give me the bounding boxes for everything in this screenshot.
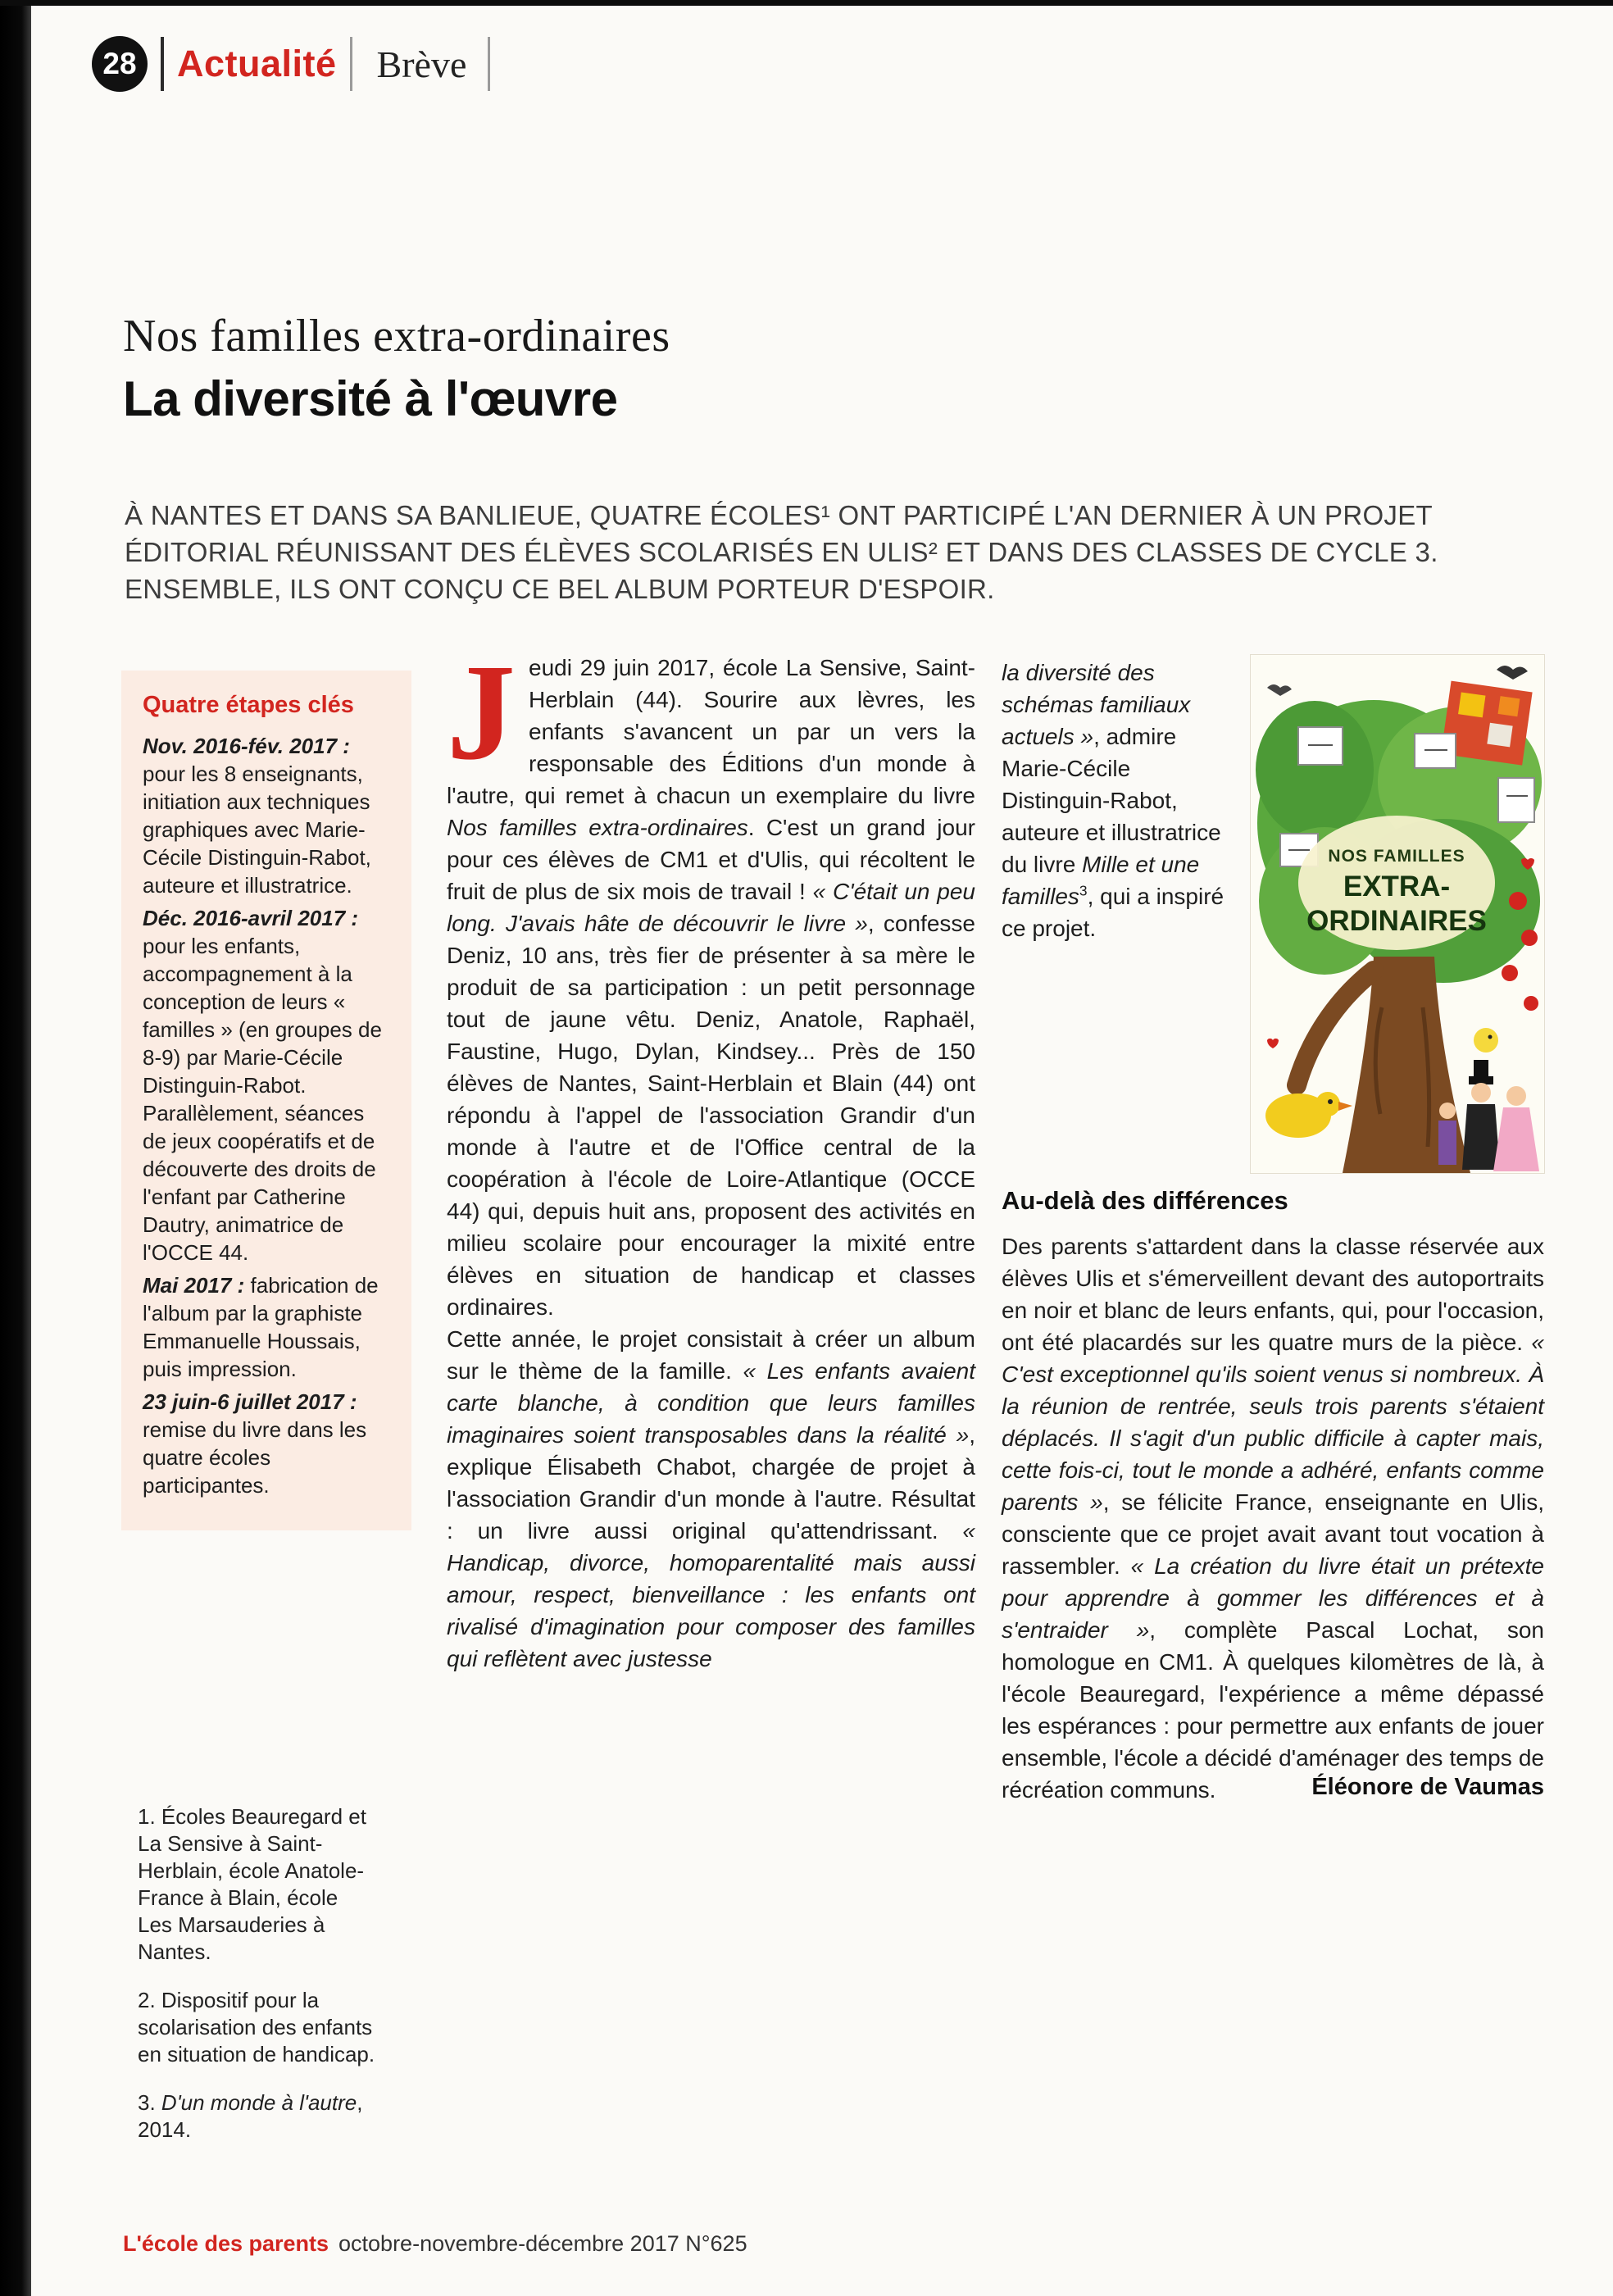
magazine-name: L'école des parents <box>123 2231 329 2256</box>
scan-edge-left <box>0 0 31 2296</box>
header-divider <box>488 37 490 91</box>
title-block <box>123 310 670 427</box>
scan-edge-top <box>0 0 1613 6</box>
cover-title-line1: NOS FAMILLES <box>1328 847 1465 866</box>
body-paragraph <box>447 636 975 1323</box>
paragraph-text: eudi 29 juin 2017, école La Sensive, Saint-Herblain (44). Sourire aux lèvres, les enfants s'avancent un par un vers la responsable des Éditions d'un monde à l'autre, qui remet à chacun un exemplaire du livre Nos familles extra-ordinaires. C'est un grand jour pour ces élèves de CM1 et d'Ulis, qui récoltent le fruit de plus de six mois de travail ! « C'était un peu long. J'avais hâte de découvrir le livre », confesse Deniz, 10 ans, très fier de présenter à sa mère le produit de sa participation : un petit personnage tout de jaune vêtu. Deniz, Anatole, Raphaël, Faustine, Hugo, Dylan, Kindsey... Près de 150 élèves de Nantes, Saint-Herblain et Blain (44) ont répondu à l'appel de l'association Grandir d'un monde à l'autre et de l'Office central de la coopération à l'école de Loire-Atlantique (OCCE 44) qui, depuis huit ans, proposent des activités en milieu scolaire pour encourager la mixité entre élèves en situation de handicap et classes ordinaires. <box>447 655 975 1320</box>
subsection-label: Brève <box>376 43 467 85</box>
section-label: Actualité <box>177 43 337 84</box>
book-cover-illustration <box>1251 655 1544 1173</box>
sidebar-step: Nov. 2016-fév. 2017 : pour les 8 enseignants, initiation aux techniques graphiques avec Marie-Cécile Distinguin-Rabot, auteure et illustratrice. <box>143 734 371 898</box>
body-paragraph: Cette année, le projet consistait à créer un album sur le thème de la famille. « Les enfants avaient carte blanche, à condition que leurs familles imaginaires soient transposables dans la réalité », explique Élisabeth Chabot, chargée de projet à l'association Grandir d'un monde à l'autre. Résultat : un livre aussi original qu'attendrissant. « Handicap, divorce, homoparentalité mais aussi amour, respect, bienveillance : les enfants ont rivalisé d'imagination pour composer des familles qui reflètent avec justesse <box>447 1326 975 1671</box>
issue-info: octobre-novembre-décembre 2017 N°625 <box>339 2231 747 2256</box>
page-number: 28 <box>102 47 137 80</box>
cover-title-line2: EXTRA- <box>1343 871 1451 902</box>
page-number-badge <box>92 36 148 92</box>
article-column-center <box>447 636 975 1675</box>
sidebar-step: 23 juin-6 juillet 2017 : remise du livre dans les quatre écoles participantes. <box>143 1389 367 1498</box>
cover-title-line3: ORDINAIRES <box>1306 905 1487 937</box>
dropcap: J <box>447 636 516 789</box>
body-paragraph-continuation: la diversité des schémas familiaux actuels », admire Marie-Cécile Distinguin-Rabot, auteure et illustratrice du livre Mille et une familles$^3$, qui a inspiré ce projet. <box>1002 660 1225 941</box>
article-column-right <box>1002 652 1544 1801</box>
body-paragraph: Des parents s'attardent dans la classe réservée aux élèves Ulis et s'émerveillent devant des autoportraits en noir et blanc de leurs enfants, qui, pour l'occasion, ont été placardés sur les quatre murs de la pièce. « C'est exceptionnel qu'ils soient venus si nombreux. À la réunion de rentrée, seuls trois parents s'étaient déplacés. Il s'agit d'un public difficile à capter mais, cette fois-ci, tout le monde a adhéré, enfants comme parents », se félicite France, enseignante en Ulis, consciente que ce projet avait avant tout vocation à rassembler. « La création du livre était un prétexte pour apprendre à gommer les différences et à s'entraider », complète Pascal Lochat, son homologue en CM1. À quelques kilomètres de là, à l'école Beauregard, l'expérience a même dépassé les espérances : pour permettre aux enfants de jouer ensemble, l'école a décidé d'aménager des temps de récréation communs. <box>1002 1234 1544 1803</box>
page-footer <box>123 2231 747 2257</box>
page-header <box>92 34 503 93</box>
book-cover-image <box>1251 655 1544 1173</box>
sidebar-step: Déc. 2016-avril 2017 : pour les enfants, accompagnement à la conception de leurs « familles » (en groupes de 8-9) par Marie-Cécile Distinguin-Rabot. Parallèlement, séances de jeux coopératifs et de découverte des droits de l'enfant par Catherine Dautry, animatrice de l'OCCE 44. <box>143 906 382 1265</box>
footnote: 1. Écoles Beauregard et La Sensive à Saint-Herblain, école Anatole-France à Blain, école Les Marsauderies à Nantes. <box>138 1804 366 1964</box>
footnote: 2. Dispositif pour la scolarisation des enfants en situation de handicap. <box>138 1988 375 2066</box>
footnote: 3. D'un monde à l'autre, 2014. <box>138 2090 363 2142</box>
kicker-title: Nos familles extra-ordinaires <box>123 311 670 361</box>
header-divider <box>161 37 164 91</box>
sidebar-box <box>121 671 411 1530</box>
header-divider <box>350 37 352 91</box>
sidebar-step: Mai 2017 : fabrication de l'album par la graphiste Emmanuelle Houssais, puis impression. <box>143 1273 379 1381</box>
standfirst: À NANTES ET DANS SA BANLIEUE, QUATRE ÉCOLES¹ ONT PARTICIPÉ L'AN DERNIER À UN PROJET ÉDITORIAL RÉUNISSANT DES ÉLÈVES SCOLARISÉS EN ULIS² ET DANS DES CLASSES DE CYCLE 3. ENSEMBLE, ILS ONT CONÇU CE BEL ALBUM PORTEUR D'ESPOIR. <box>125 500 1438 604</box>
main-title: La diversité à l'œuvre <box>123 371 618 426</box>
footnotes <box>138 1803 377 2165</box>
section-subhead: Au-delà des différences <box>1002 1186 1288 1215</box>
sidebar-title: Quatre étapes clés <box>143 692 354 718</box>
byline: Éléonore de Vaumas <box>1311 1774 1544 1800</box>
